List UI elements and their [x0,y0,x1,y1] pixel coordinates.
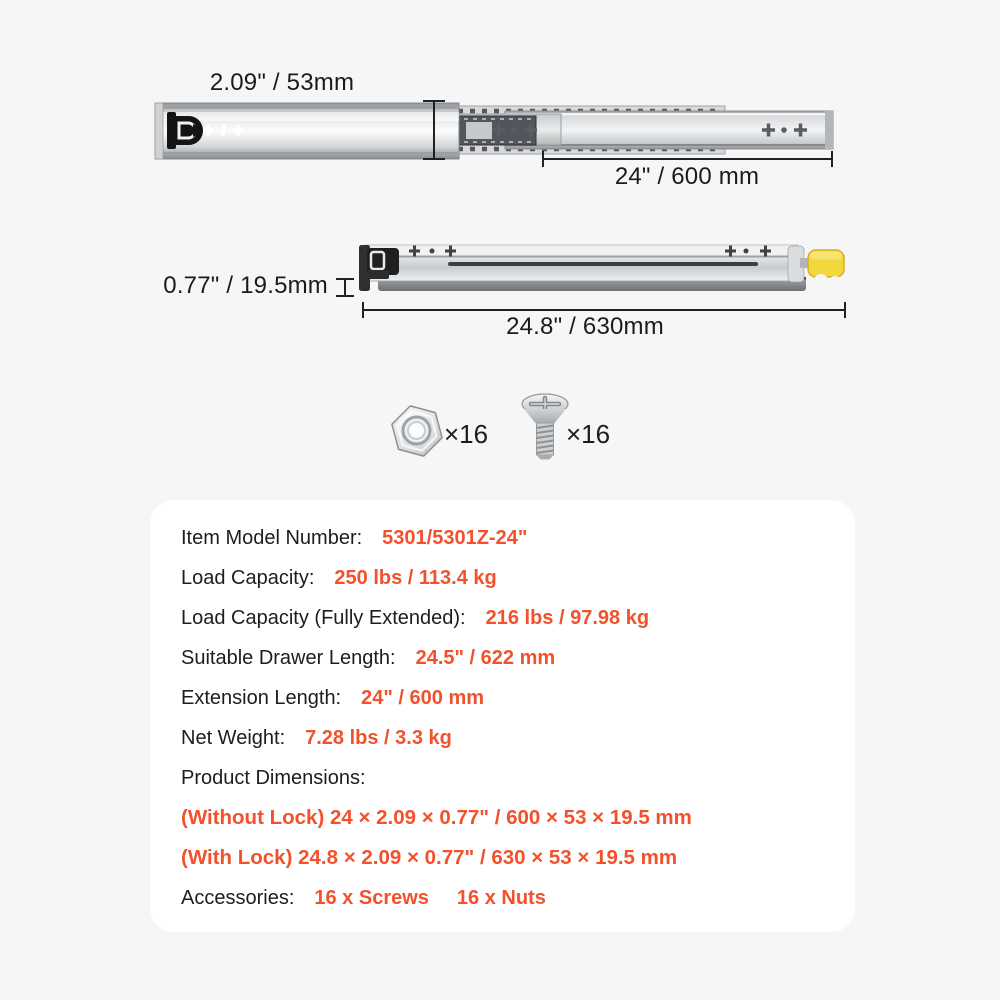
spec-row-extension-length [181,678,829,718]
spec-value: 5301/5301Z-24" [382,526,528,549]
spec-label: Load Capacity (Fully Extended): [181,606,466,629]
spec-label: Extension Length: [181,686,342,709]
spec-row-model-number [181,518,829,558]
screw-quantity-label: ×16 [566,419,611,449]
nut-quantity-label: ×16 [444,419,489,449]
lock-lever [800,250,844,288]
spec-value: 24.5" / 622 mm [415,646,556,669]
spec-value: 16 x Screws [314,886,429,909]
spec-value: 250 lbs / 113.4 kg [334,566,497,589]
spec-value: 7.28 lbs / 3.3 kg [305,726,452,749]
spec-label: Product Dimensions: [181,766,366,789]
spec-label: Net Weight: [181,726,286,749]
spec-row-drawer-length [181,638,829,678]
spec-value: (With Lock) 24.8 × 2.09 × 0.77" / 630 × 53 × 19.5 mm [181,846,678,869]
screw-icon [522,394,568,460]
closed-slide-illustration [359,245,844,291]
spec-row-load-capacity [181,558,829,598]
spec-value: 24" / 600 mm [361,686,485,709]
drawer-slide-diagram [0,0,1000,480]
nut-icon [392,406,442,456]
spec-label: Item Model Number: [181,526,363,549]
extended-slide-length-label: 24" / 600 mm [614,163,760,190]
spec-label: Accessories: [181,886,295,909]
closed-slide-length-label: 24.8" / 630mm [506,313,664,340]
spec-label: Load Capacity: [181,566,315,589]
spec-row-dimensions-without-lock [181,798,829,838]
spec-label: Suitable Drawer Length: [181,646,396,669]
spec-value: 16 x Nuts [456,886,546,909]
spec-row-accessories [181,878,829,918]
inner-member-mount-holes [203,124,244,136]
spec-row-load-capacity-extended [181,598,829,638]
spec-row-dimensions-with-lock [181,838,829,878]
spec-row-net-weight [181,718,829,758]
closed-slide-height-label: 0.77" / 19.5mm [163,272,328,299]
spec-card [150,500,855,932]
spec-row-product-dimensions [181,758,829,798]
height-dimension-ibeam [336,279,354,296]
extended-slide-width-label: 2.09" / 53mm [209,69,355,96]
spec-value: 216 lbs / 97.98 kg [485,606,650,629]
extended-slide-illustration [155,103,833,159]
spec-value: (Without Lock) 24 × 2.09 × 0.77" / 600 × 53 × 19.5 mm [181,806,692,829]
